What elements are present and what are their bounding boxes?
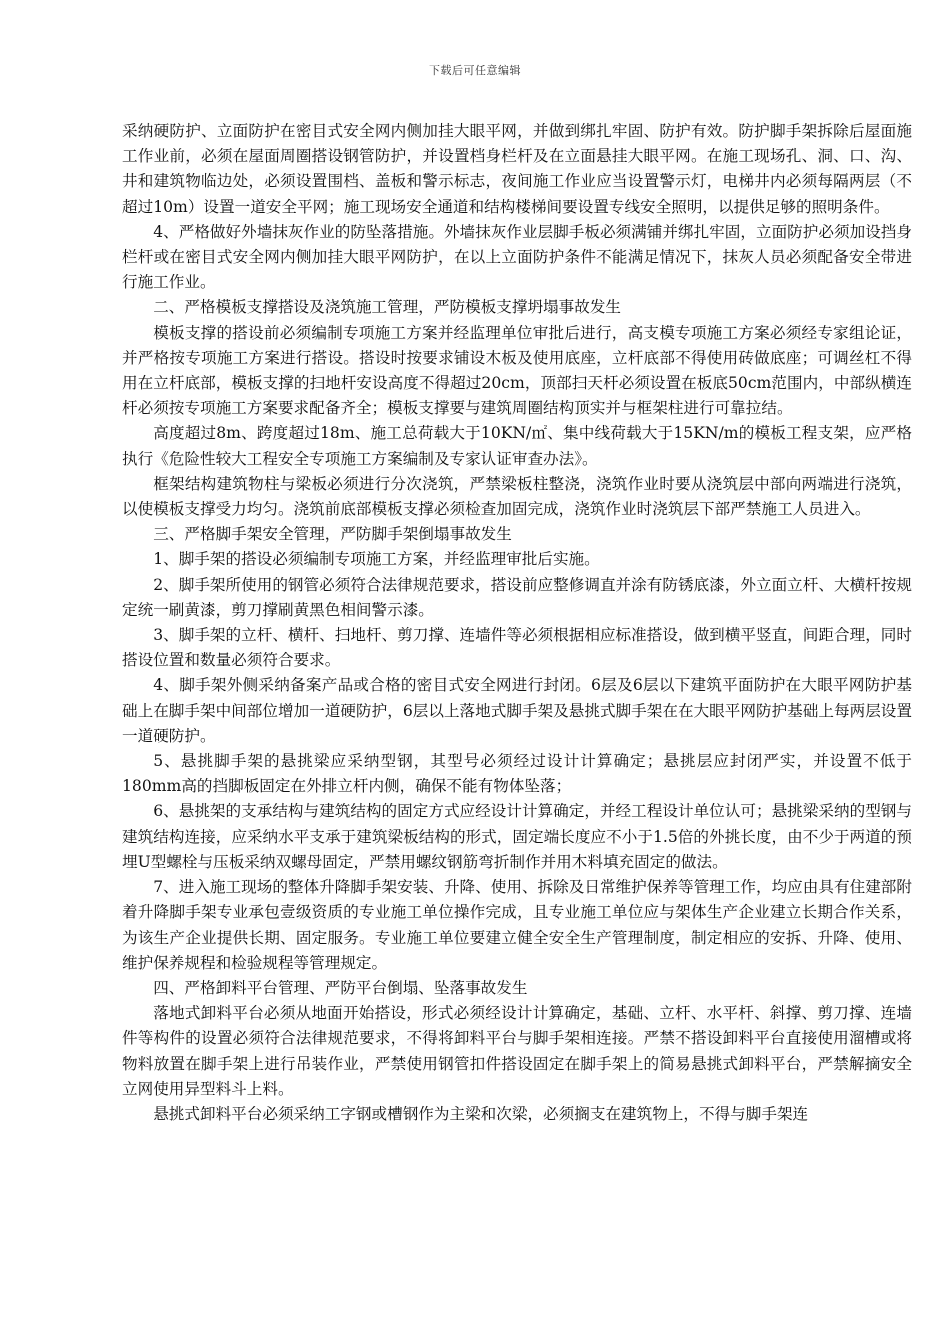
page-header: 下载后可任意编辑 [429, 64, 521, 77]
paragraph: 4、脚手架外侧采纳备案产品或合格的密目式安全网进行封闭。6层及6层以下建筑平面防护在大眼平网防护基础上在脚手架中间部位增加一道硬防护，6层以上落地式脚手架及悬挑式脚手架在在大眼平网防护基础上每两层设置一道硬防护。 [122, 676, 912, 745]
paragraph: 高度超过8m、跨度超过18m、施工总荷载大于10KN/㎡、集中线荷载大于15KN/m的模板工程支架，应严格执行《危险性较大工程安全专项施工方案编制及专家认证审查办法》。 [122, 424, 912, 468]
section-heading: 三、严格脚手架安全管理，严防脚手架倒塌事故发生 [153, 525, 512, 544]
paragraph: 采纳硬防护、立面防护在密目式安全网内侧加挂大眼平网，并做到绑扎牢固、防护有效。防护脚手架拆除后屋面施工作业前，必须在屋面周圈搭设钢管防护，并设置档身栏杆及在立面悬挂大眼平网。在施工现场孔、洞、口、沟、井和建筑物临边处，必须设置围档、盖板和警示标志，夜间施工作业应当设置警示灯，电梯井内必须每隔两层（不超过10m）设置一道安全平网；施工现场安全通道和结构楼梯间要设置专线安全照明，以提供足够的照明条件。 [122, 122, 912, 216]
paragraph: 1、脚手架的搭设必须编制专项施工方案，并经监理审批后实施。 [153, 550, 600, 569]
paragraph: 模板支撑的搭设前必须编制专项施工方案并经监理单位审批后进行，高支模专项施工方案必须经专家组论证，并严格按专项施工方案进行搭设。搭设时按要求铺设木板及使用底座，立杆底部不得使用砖做底座；可调丝杠不得用在立杆底部，模板支撑的扫地杆安设高度不得超过20cm，顶部扫天杆必须设置在板底50cm范围内，中部纵横连杆必须按专项施工方案要求配备齐全；模板支撑要与建筑周圈结构顶实并与框架柱进行可靠拉结。 [122, 323, 912, 418]
paragraph: 2、脚手架所使用的钢管必须符合法律规范要求，搭设前应整修调直并涂有防锈底漆，外立面立杆、大横杆按规定统一刷黄漆，剪刀撑刷黄黑色相间警示漆。 [122, 575, 912, 619]
paragraph: 3、脚手架的立杆、横杆、扫地杆、剪刀撑、连墙件等必须根据相应标准搭设，做到横平竖直，间距合理，同时搭设位置和数量必须符合要求。 [122, 626, 912, 670]
document-body [122, 119, 912, 1127]
paragraph: 框架结构建筑物柱与梁板必须进行分次浇筑，严禁梁板柱整浇，浇筑作业时要从浇筑层中部向两端进行浇筑，以使模板支撑受力均匀。浇筑前底部模板支撑必须检查加固完成，浇筑作业时浇筑层下部严禁施工人员进入。 [122, 474, 912, 519]
section-heading: 二、严格模板支撑搭设及浇筑施工管理，严防模板支撑坍塌事故发生 [153, 298, 622, 317]
paragraph: 7、进入施工现场的整体升降脚手架安装、升降、使用、拆除及日常维护保养等管理工作，均应由具有住建部附着升降脚手架专业承包壹级资质的专业施工单位操作完成，且专业施工单位应与架体生产企业建立长期合作关系，为该生产企业提供长期、固定服务。专业施工单位要建立健全安全生产管理制度，制定相应的安拆、升降、使用、维护保养规程和检验规程等管理规定。 [122, 878, 912, 972]
paragraph: 5、悬挑脚手架的悬挑梁应采纳型钢，其型号必须经过设计计算确定；悬挑层应封闭严实，并设置不低于180mm高的挡脚板固定在外排立杆内侧，确保不能有物体坠落； [122, 752, 912, 796]
section-heading: 四、严格卸料平台管理、严防平台倒塌、坠落事故发生 [153, 978, 528, 997]
paragraph: 悬挑式卸料平台必须采纳工字钢或槽钢作为主梁和次梁，必须搁支在建筑物上，不得与脚手架连 [153, 1104, 809, 1123]
paragraph: 落地式卸料平台必须从地面开始搭设，形式必须经设计计算确定，基础、立杆、水平杆、斜撑、剪刀撑、连墙件等构件的设置必须符合法律规范要求，不得将卸料平台与脚手架相连接。严禁不搭设卸料平台直接使用溜槽或将物料放置在脚手架上进行吊装作业，严禁使用钢管扣件搭设固定在脚手架上的简易悬挑式卸料平台，严禁解摘安全立网使用异型料斗上料。 [122, 1004, 912, 1098]
paragraph: 6、悬挑架的支承结构与建筑结构的固定方式应经设计计算确定，并经工程设计单位认可；悬挑梁采纳的型钢与建筑结构连接，应采纳水平支承于建筑梁板结构的形式，固定端长度应不小于1.5倍的外挑长度，由不少于两道的预埋U型螺栓与压板采纳双螺母固定，严禁用螺纹钢筋弯折制作并用木料填充固定的做法。 [122, 802, 912, 871]
paragraph: 4、严格做好外墙抹灰作业的防坠落措施。外墙抹灰作业层脚手板必须满铺并绑扎牢固，立面防护必须加设挡身栏杆或在密目式安全网内侧加挂大眼平网防护，在以上立面防护条件不能满足情况下，抹灰人员必须配备安全带进行施工作业。 [122, 222, 912, 292]
